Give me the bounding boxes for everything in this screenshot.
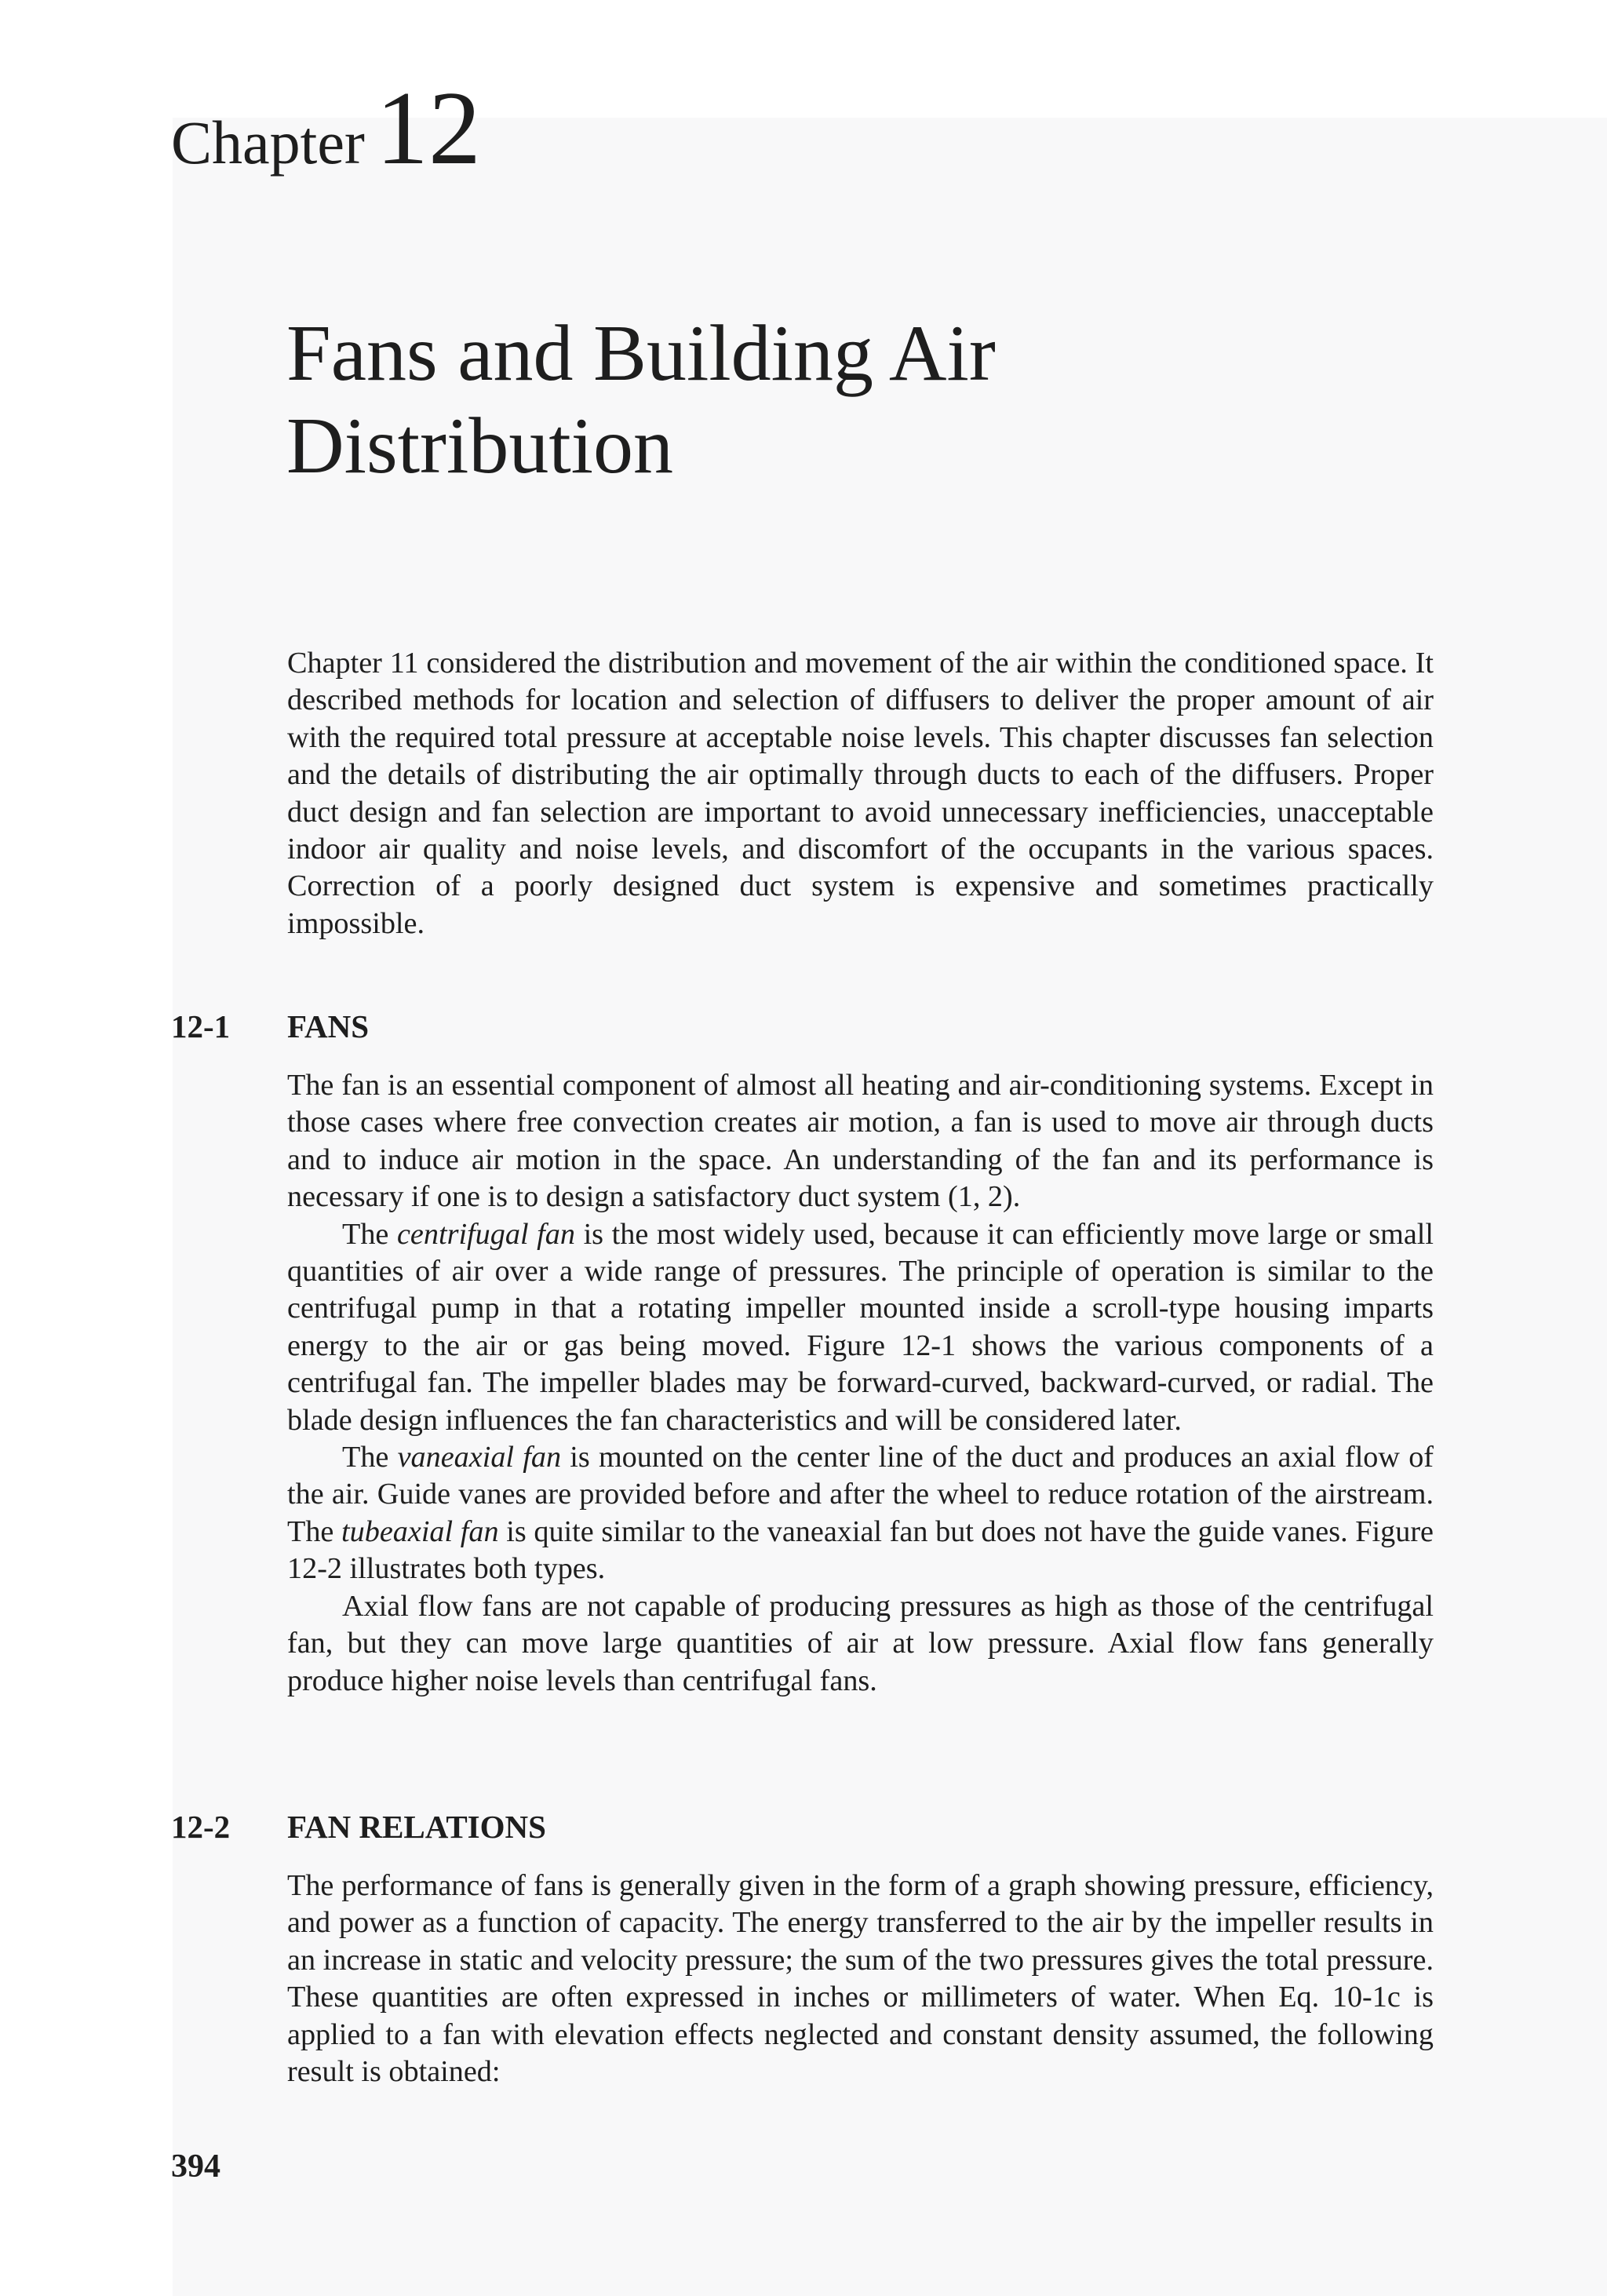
- chapter-label: [171, 70, 481, 186]
- section-title: FAN RELATIONS: [287, 1809, 546, 1845]
- text-run: is mounted on the center line of the duct and produces an axial flow of the air. Guide vanes are provided before and after the wheel to reduce rotation of the airstream. The: [287, 1441, 1434, 1548]
- chapter-title-line-2: Distribution: [286, 402, 674, 490]
- text-run: is quite similar to the vaneaxial fan but does not have the guide vanes. Figure 12-2 illustrates both types.: [287, 1514, 1434, 1586]
- term-centrifugal-fan: centrifugal fan: [396, 1217, 575, 1251]
- term-tubeaxial-fan: tubeaxial fan: [341, 1514, 499, 1548]
- section-heading-fan-relations: [171, 1811, 546, 1843]
- section-body-fan-relations: [287, 1868, 1434, 2090]
- text-run: is the most widely used, because it can efficiently move large or small quantities of air over a wide range of pressures. The principle of operation is similar to the centrifugal pump in that a rotating impeller mounted inside a scroll-type housing imparts energy to the air or gas being moved. Figure 12-1 shows the various components of a centrifugal fan. The impeller blades may be forward-curved, backward-curved, or radial. The blade design influences the fan characteristics and will be considered later.: [287, 1217, 1434, 1437]
- term-vaneaxial-fan: vaneaxial fan: [397, 1441, 562, 1474]
- text-run: The: [342, 1441, 398, 1474]
- chapter-title: [286, 308, 1306, 493]
- paragraph: The fan is an essential component of almost all heating and air-conditioning systems. Except in those cases where free convection creates air motion, a fan is used to move air through ducts and to induce air motion in the space. An understanding of the fan and its performance is necessary if one is to design a satisfactory duct system (1, 2).: [287, 1069, 1434, 1214]
- section-number: 12-2: [171, 1809, 231, 1845]
- section-number: 12-1: [171, 1008, 231, 1044]
- text-run: The: [342, 1217, 397, 1251]
- chapter-title-line-1: Fans and Building Air: [286, 309, 996, 398]
- chapter-number: 12: [375, 70, 481, 186]
- intro-paragraph: [287, 645, 1434, 942]
- paragraph: Axial flow fans are not capable of producing pressures as high as those of the centrifugal fan, but they can move large quantities of air at low pressure. Axial flow fans generally produce higher noise levels than centrifugal fans.: [287, 1589, 1434, 1697]
- page-number: 394: [171, 2148, 220, 2185]
- section-body-fans: [287, 1067, 1434, 1700]
- section-heading-fans: [171, 1008, 370, 1044]
- intro-text: Chapter 11 considered the distribution and movement of the air within the conditioned space. It described methods for location and selection of diffusers to deliver the proper amount of air with the required total pressure at acceptable noise levels. This chapter discusses fan selection and the details of distributing the air optimally through ducts to each of the diffusers. Proper duct design and fan selection are important to avoid unnecessary inefficiencies, unacceptable indoor air quality and noise levels, and discomfort of the occupants in the various spaces. Correction of a poorly designed duct system is expensive and sometimes practically impossible.: [287, 647, 1434, 940]
- paragraph: The performance of fans is generally given in the form of a graph showing pressure, efficiency, and power as a function of capacity. The energy transferred to the air by the impeller results in an increase in static and velocity pressure; the sum of the two pressures gives the total pressure. These quantities are often expressed in inches or millimeters of water. When Eq. 10-1c is applied to a fan with elevation effects neglected and constant density assumed, the following result is obtained:: [287, 1869, 1434, 2089]
- paragraph-axial: [287, 1439, 1434, 1588]
- paragraph-centrifugal: [287, 1216, 1434, 1439]
- chapter-word: Chapter: [171, 108, 365, 177]
- section-title: FANS: [287, 1008, 370, 1044]
